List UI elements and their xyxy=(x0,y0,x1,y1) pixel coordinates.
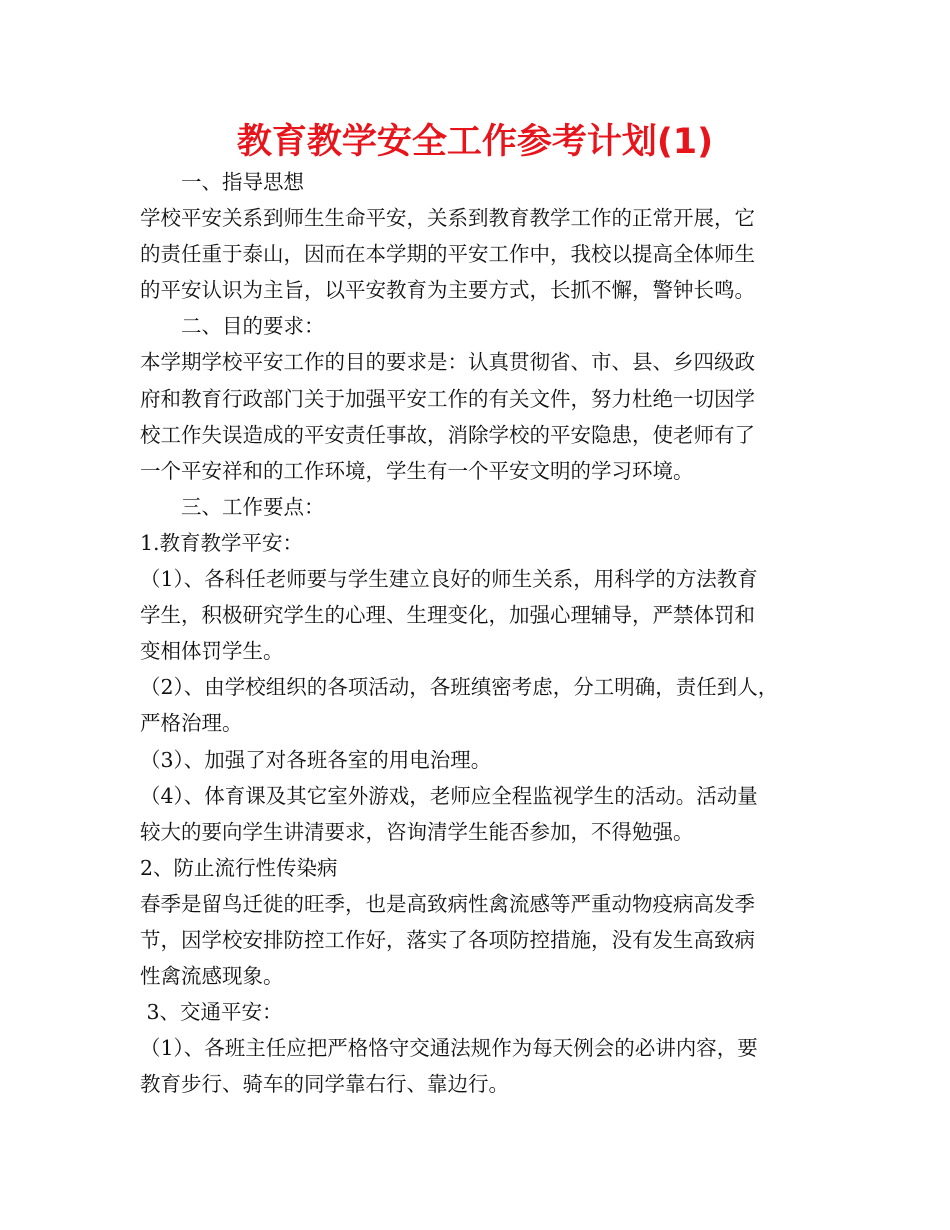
list-item-line: 变相体罚学生。 xyxy=(140,639,284,664)
paragraph-line: 的平安认识为主旨，以平安教育为主要方式，长抓不懈，警钟长鸣。 xyxy=(140,278,755,303)
paragraph-line: 的责任重于泰山，因而在本学期的平安工作中，我校以提高全体师生 xyxy=(140,242,755,267)
section-heading-guiding-thought: 一、指导思想 xyxy=(181,170,304,194)
list-item-line: 较大的要向学生讲清要求，咨询清学生能否参加，不得勉强。 xyxy=(140,819,694,844)
list-item-line: （2）、由学校组织的各项活动，各班缜密考虑，分工明确，责任到人， xyxy=(140,675,779,700)
list-item-line: 严格治理。 xyxy=(140,711,243,736)
document-body xyxy=(140,164,820,1102)
paragraph-line: 本学期学校平安工作的目的要求是：认真贯彻省、市、县、乡四级政 xyxy=(140,350,755,375)
subsection-heading: 3、交通平安： xyxy=(140,1000,283,1025)
list-item-line: （4）、体育课及其它室外游戏，老师应全程监视学生的活动。活动量 xyxy=(140,783,758,808)
list-item-line: （1）、各科任老师要与学生建立良好的师生关系，用科学的方法教育 xyxy=(140,567,758,592)
paragraph-line: 春季是留鸟迁徙的旺季，也是高致病性禽流感等严重动物疫病高发季 xyxy=(140,891,755,916)
list-item-line: （3）、加强了对各班各室的用电治理。 xyxy=(140,747,492,772)
paragraph-line: 府和教育行政部门关于加强平安工作的有关文件，努力杜绝一切因学 xyxy=(140,386,755,411)
paragraph-line: 性禽流感现象。 xyxy=(140,964,284,989)
section-heading-objectives: 二、目的要求： xyxy=(181,314,325,339)
subsection-heading: 2、防止流行性传染病 xyxy=(140,855,338,880)
list-item-line: 教育步行、骑车的同学靠右行、靠边行。 xyxy=(140,1072,509,1097)
paragraph-line: 一个平安祥和的工作环境，学生有一个平安文明的学习环境。 xyxy=(140,458,694,483)
list-item-line: （1）、各班主任应把严格恪守交通法规作为每天例会的必讲内容，要 xyxy=(140,1036,758,1061)
paragraph-line: 节，因学校安排防控工作好，落实了各项防控措施，没有发生高致病 xyxy=(140,927,755,952)
document-title: 教育教学安全工作参考计划(1) xyxy=(236,122,714,162)
subsection-heading: 1.教育教学平安： xyxy=(140,530,304,555)
paragraph-line: 校工作失误造成的平安责任事故，消除学校的平安隐患，使老师有了 xyxy=(140,422,755,447)
list-item-line: 学生，积极研究学生的心理、生理变化，加强心理辅导，严禁体罚和 xyxy=(140,603,755,628)
section-heading-key-points: 三、工作要点： xyxy=(181,494,325,519)
paragraph-line: 学校平安关系到师生生命平安，关系到教育教学工作的正常开展，它 xyxy=(140,206,755,231)
